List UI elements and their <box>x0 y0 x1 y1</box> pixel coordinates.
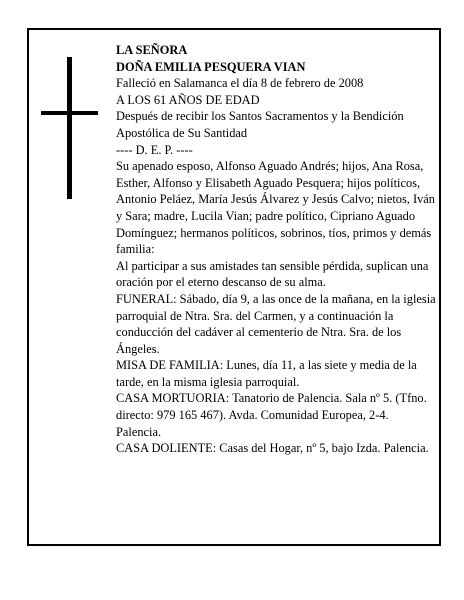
deceased-name: DOÑA EMILIA PESQUERA VIAN <box>116 59 306 74</box>
mortuary-info: CASA MORTUORIA: Tanatorio de Palencia. Sala nº 5. (Tfno. directo: 979 165 467). Avda. Comunidad Europea, 2-4. Palencia. <box>116 391 427 439</box>
age-statement: A LOS 61 AÑOS DE EDAD <box>116 92 260 107</box>
obituary-notice <box>27 28 441 546</box>
funeral-info: FUNERAL: Sábado, día 9, a las once de la mañana, en la iglesia parroquial de Ntra. Sra. del Carmen, y a continuación la conducción del cadáver al cementerio de Ntra. Sra. de los Ángeles. <box>116 291 436 356</box>
rip-line: ---- D. E. P. ---- <box>116 142 193 157</box>
cross-icon <box>41 57 98 199</box>
death-statement: Falleció en Salamanca el día 8 de febrero de 2008 <box>116 76 364 91</box>
cross-horizontal-bar <box>41 111 98 115</box>
family-list: Su apenado esposo, Alfonso Aguado Andrés; hijos, Ana Rosa, Esther, Alfonso y Elisabeth Aguado Pesquera; hijos políticos, Antonio Peláez, María Jesús Álvarez y Jesús Calvo; nietos, Iván y Sara; madre, Lucila Vian; padre político, Cipriano Aguado Domínguez; hermanos políticos, sobrinos, tíos, primos y demás familia: <box>116 159 435 257</box>
prayer-request: Al participar a sus amistades tan sensible pérdida, suplican una oración por el eterno descanso de su alma. <box>116 258 429 290</box>
notice-title: LA SEÑORA <box>116 43 188 57</box>
family-mass-info: MISA DE FAMILIA: Lunes, día 11, a las siete y media de la tarde, en la misma iglesia parroquial. <box>116 358 417 389</box>
mourning-house-info: CASA DOLIENTE: Casas del Hogar, nº 5, bajo Izda. Palencia. <box>116 441 429 456</box>
sacraments-statement: Después de recibir los Santos Sacramentos y la Bendición Apostólica de Su Santidad <box>116 109 404 140</box>
notice-text <box>116 42 436 457</box>
cross-vertical-bar <box>67 57 72 199</box>
